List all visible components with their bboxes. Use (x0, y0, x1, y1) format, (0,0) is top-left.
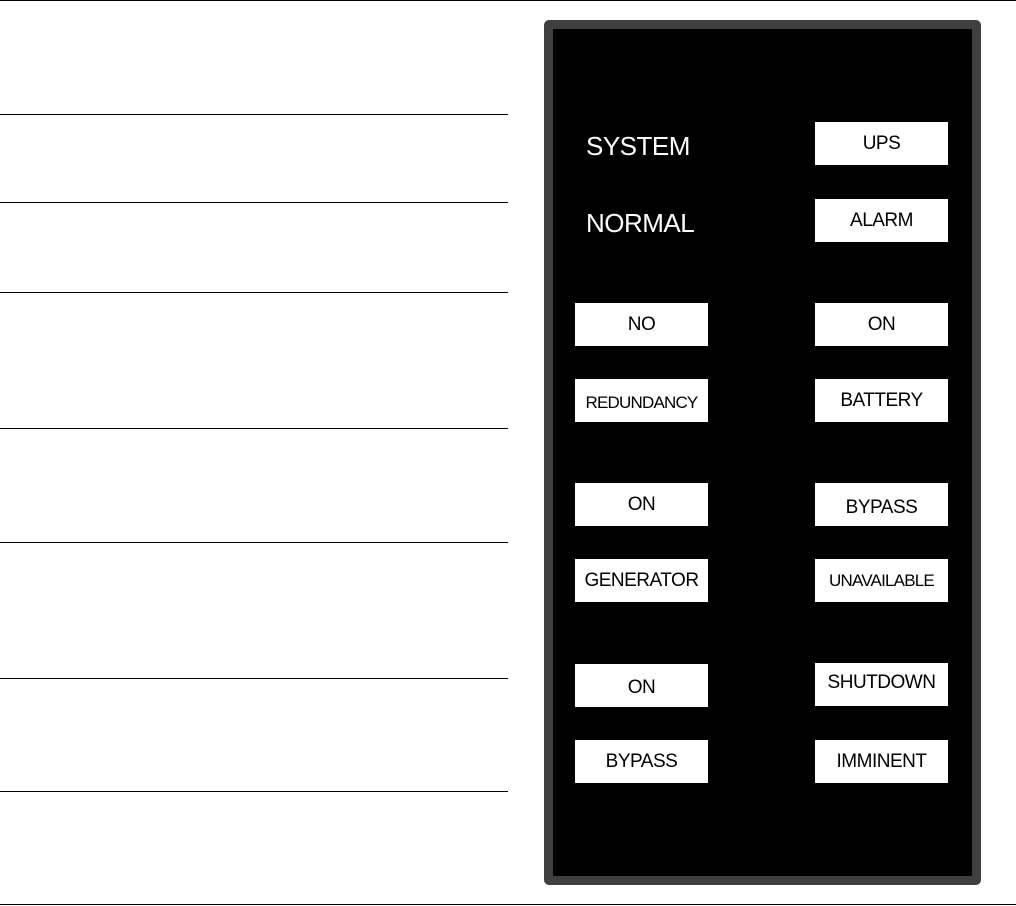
bypass-lamp: BYPASS (575, 740, 708, 783)
bypass-unavailable-bypass-lamp: BYPASS (815, 483, 948, 526)
top-rule (0, 0, 1016, 1)
unavailable-lamp: UNAVAILABLE (815, 559, 948, 602)
row-divider (0, 428, 508, 429)
system-label: SYSTEM (586, 131, 690, 161)
redundancy-lamp: REDUNDANCY (575, 379, 708, 422)
normal-label: NORMAL (586, 208, 695, 238)
row-divider (0, 678, 508, 679)
row-divider (0, 791, 508, 792)
shutdown-lamp: SHUTDOWN (815, 663, 948, 706)
on-battery-on-lamp: ON (815, 303, 948, 346)
row-divider (0, 292, 508, 293)
generator-lamp: GENERATOR (575, 559, 708, 602)
battery-lamp: BATTERY (815, 379, 948, 422)
on-bypass-on-lamp: ON (575, 664, 708, 707)
on-generator-on-lamp: ON (575, 483, 708, 526)
alarm-lamp: ALARM (815, 199, 948, 242)
row-divider (0, 202, 508, 203)
imminent-lamp: IMMINENT (815, 740, 948, 783)
bottom-rule (0, 904, 1016, 905)
row-divider (0, 542, 508, 543)
ups-lamp: UPS (815, 122, 948, 165)
row-divider (0, 114, 508, 115)
no-lamp: NO (575, 303, 708, 346)
